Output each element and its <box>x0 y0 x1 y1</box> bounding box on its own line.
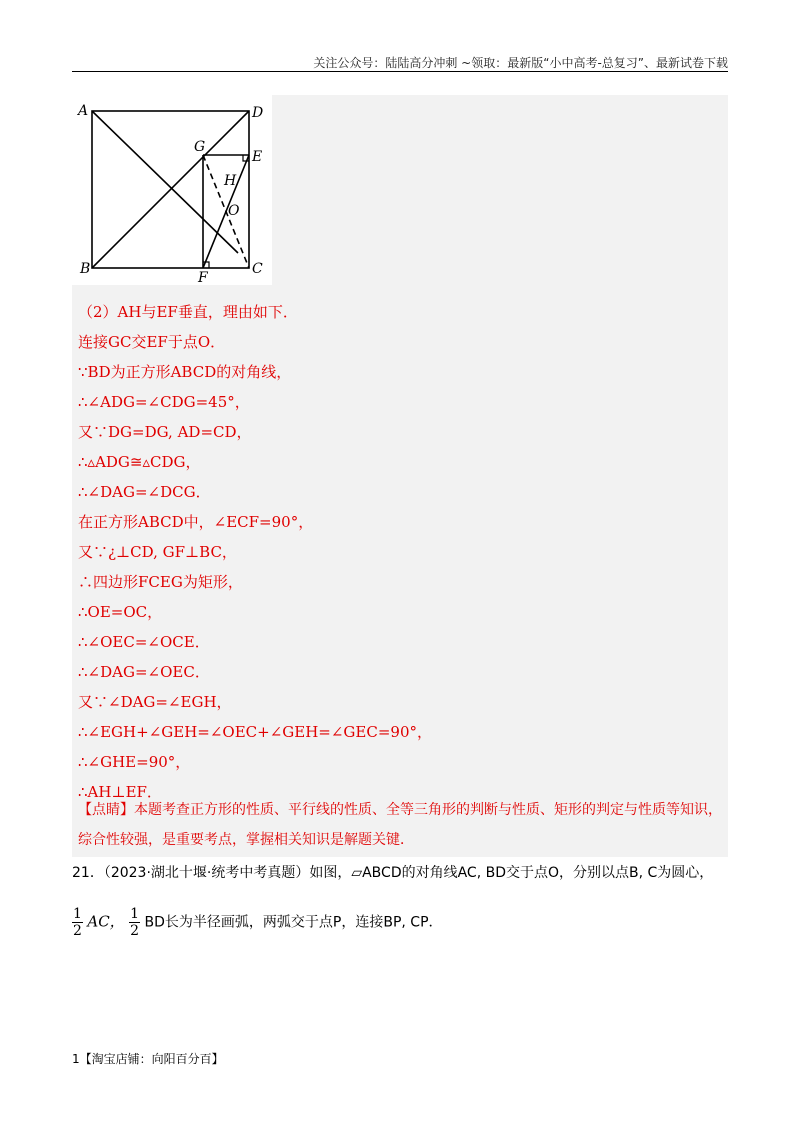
geometry-figure <box>72 95 272 285</box>
question-ac-text: AC， <box>87 912 125 931</box>
label-h: H <box>224 173 237 189</box>
solution-line-1: （2）AH与EF垂直，理由如下． <box>78 303 298 321</box>
solution-line-14: 又∵∠DAG=∠EGH， <box>78 693 232 711</box>
solution-line-9: 又∵¿⊥CD, GF⊥BC， <box>78 543 237 561</box>
label-e: E <box>252 149 263 165</box>
label-f: F <box>198 270 208 285</box>
solution-line-11: ∴OE=OC， <box>78 603 163 621</box>
solution-line-2: 连接GC交EF于点O． <box>78 333 226 351</box>
solution-line-15: ∴∠EGH+∠GEH=∠OEC+∠GEH=∠GEC=90°， <box>78 723 432 741</box>
solution-line-5: 又∵DG=DG, AD=CD， <box>78 423 252 441</box>
question-21-line-2 <box>72 906 728 939</box>
solution-line-17: ∴AH⊥EF． <box>78 783 162 801</box>
label-d: D <box>252 105 264 121</box>
label-b: B <box>80 261 91 277</box>
fraction-half-2: $\frac{1}{2}$ <box>130 906 140 939</box>
solution-line-16: ∴∠GHE=90°， <box>78 753 191 771</box>
question-bd-text: BD长为半径画弧，两弧交于点P，连接BP, CP． <box>144 914 443 931</box>
solution-line-13: ∴∠DAG=∠OEC． <box>78 663 210 681</box>
label-c: C <box>252 261 263 277</box>
fraction-half-1: $\frac{1}{2}$ <box>73 906 82 939</box>
label-a: A <box>78 103 89 119</box>
question-21-line-1: 21．（2023·湖北十堰·统考中考真题）如图，▱ABCD的对角线AC, BD交于点O，分别以点B, C为圆心， <box>72 865 714 881</box>
solution-line-4: ∴∠ADG=∠CDG=45°， <box>78 393 250 411</box>
square-diagram <box>72 95 272 285</box>
solution-line-3: ∵BD为正方形ABCD的对角线， <box>78 363 292 381</box>
header-rule <box>72 71 728 72</box>
label-o: O <box>228 203 240 219</box>
page-footer: 1【淘宝店铺：向阳百分百】 <box>72 1052 224 1066</box>
solution-line-10: ∴四边形FCEG为矩形， <box>78 573 243 591</box>
solution-line-6: ∴▵ADG≅▵CDG， <box>78 453 201 471</box>
solution-box <box>72 95 728 857</box>
solution-line-7: ∴∠DAG=∠DCG． <box>78 483 211 501</box>
solution-line-8: 在正方形ABCD中，∠ECF=90°， <box>78 513 314 531</box>
key-point-comment: 【点睛】本题考查正方形的性质、平行线的性质、全等三角形的判断与性质、矩形的判定与性质等知识，综合性较强，是重要考点，掌握相关知识是解题关键． <box>78 802 722 848</box>
page-header: 关注公众号：陆陆高分冲刺 ~领取：最新版“小中高考-总复习”、最新试卷下载 <box>313 56 728 70</box>
label-g: G <box>194 139 206 155</box>
solution-line-12: ∴∠OEC=∠OCE． <box>78 633 210 651</box>
line-ah <box>92 111 238 253</box>
